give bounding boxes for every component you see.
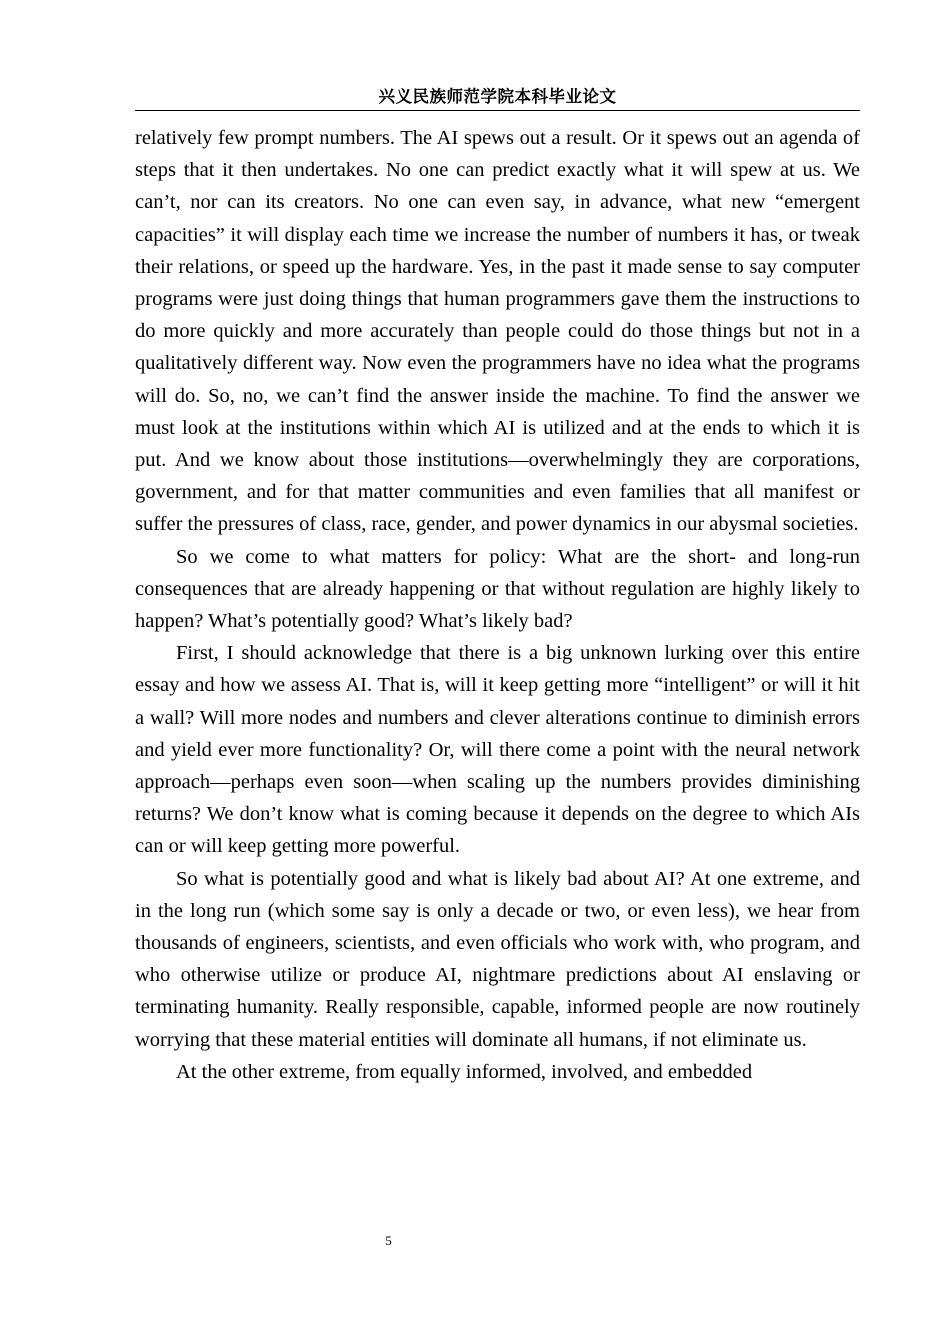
header-title: 兴义民族师范学院本科毕业论文 (378, 87, 617, 106)
body-text-column (135, 122, 860, 1088)
header-divider-rule (135, 110, 860, 111)
paragraph-other-extreme: At the other extreme, from equally informed, involved, and embedded (176, 1060, 753, 1083)
running-header (135, 86, 860, 119)
page-number: 5 (385, 1233, 392, 1248)
paragraph-good-and-bad: So what is potentially good and what is likely bad about AI? At one extreme, and in the long run (which some say is only a decade or two, or even less), we hear from thousands of engineers, scientists, and even officials who work with, who program, and who otherwise utilize or produce AI, nightmare predictions about AI enslaving or terminating humanity. Really responsible, capable, informed people are now routinely worrying that these material entities will dominate all humans, if not eliminate us. (135, 867, 860, 1051)
paragraph-big-unknown: First, I should acknowledge that there is a big unknown lurking over this entire essay and how we assess AI. That is, will it keep getting more “intelligent” or will it hit a wall? Will more nodes and numbers and clever alterations continue to diminish errors and yield ever more functionality? Or, will there come a point with the neural network approach—perhaps even soon—when scaling up the numbers provides diminishing returns? We don’t know what is coming because it depends on the degree to which AIs can or will keep getting more powerful. (135, 642, 860, 858)
paragraph-policy-matters: So we come to what matters for policy: What are the short- and long-run consequences that are already happening or that without regulation are highly likely to happen? What’s potentially good? What’s likely bad? (135, 545, 860, 633)
paragraph-continued-ai-spews: relatively few prompt numbers. The AI spews out a result. Or it spews out an agenda of steps that it then undertakes. No one can predict exactly what it will spew at us. We can’t, nor can its creators. No one can even say, in advance, what new “emergent capacities” it will display each time we increase the number of numbers it has, or tweak their relations, or speed up the hardware. Yes, in the past it made sense to say computer programs were just doing things that human programmers gave them the instructions to do more quickly and more accurately than people could do those things but not in a qualitatively different way. Now even the programmers have no idea what the programs will do. So, no, we can’t find the answer inside the machine. To find the answer we must look at the institutions within which AI is utilized and at the ends to which it is put. And we know about those institutions—overwhelmingly they are corporations, government, and for that matter communities and even families that all manifest or suffer the pressures of class, race, gender, and power dynamics in our abysmal societies. (135, 127, 860, 536)
